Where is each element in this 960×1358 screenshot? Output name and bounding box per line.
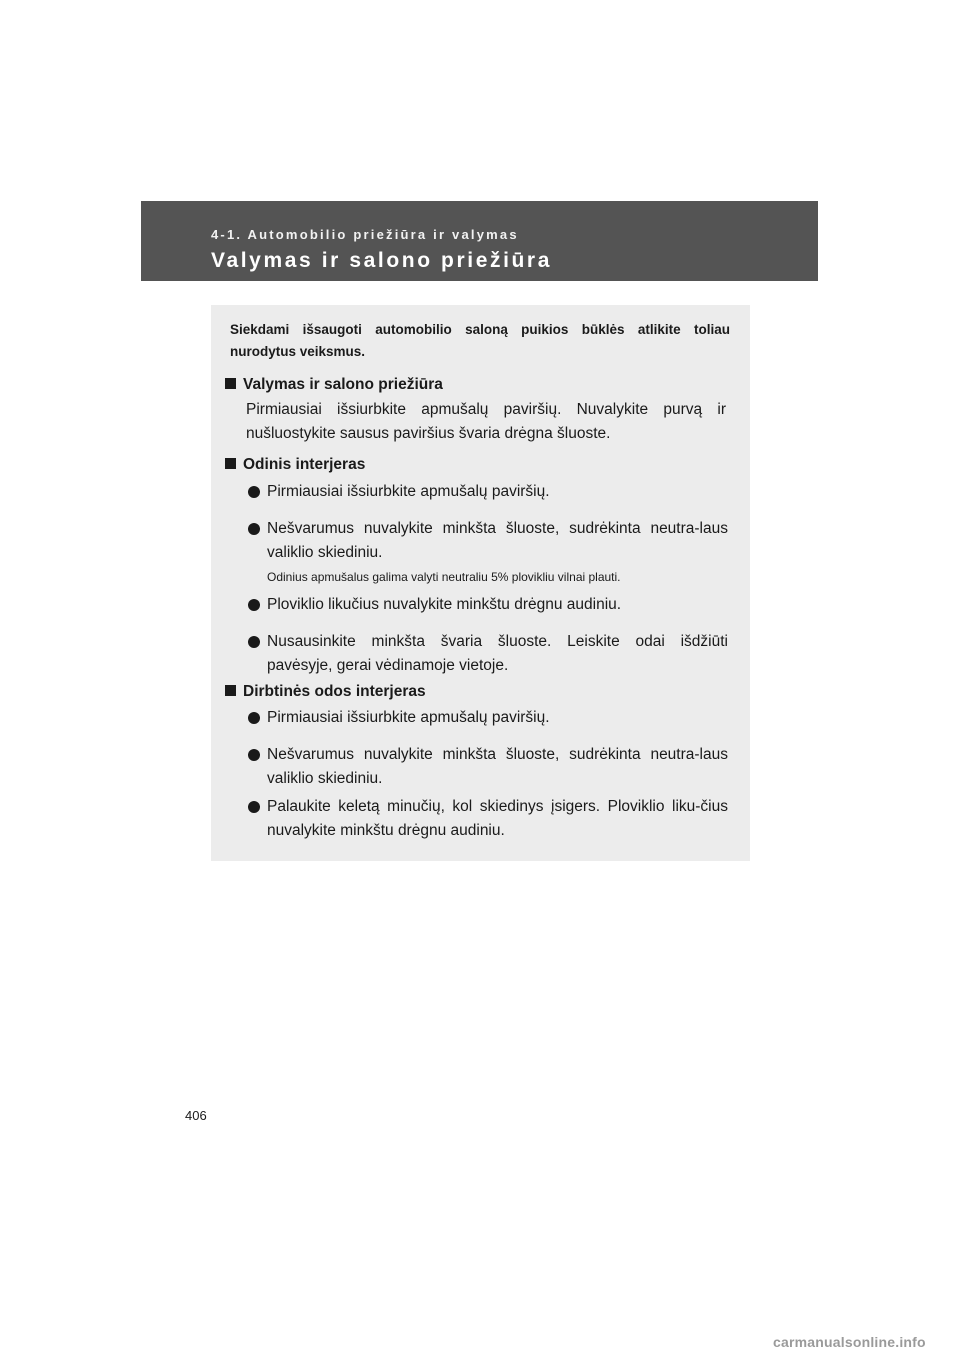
bullet-dot-icon (248, 523, 260, 535)
list-item-text: Nešvarumus nuvalykite minkšta šluoste, sudrėkinta neutra-laus valiklio skiediniu. (267, 746, 728, 787)
square-bullet-icon (225, 458, 236, 469)
section-heading-artificial-leather (225, 682, 426, 702)
list-item (246, 593, 728, 617)
list-item (246, 630, 728, 678)
square-bullet-icon (225, 378, 236, 389)
bullet-dot-icon (248, 712, 260, 724)
list-item-text: Palaukite keletą minučių, kol skiedinys įsigers. Ploviklio liku-čius nuvalykite minkštu drėgnu audiniu. (267, 798, 728, 839)
list-item-text: Pirmiausiai išsiurbkite apmušalų paviršių. (267, 483, 550, 500)
section-heading-text: Dirbtinės odos interjeras (243, 683, 426, 700)
section-label: 4-1. Automobilio priežiūra ir valymas (211, 227, 519, 242)
section-paragraph: Pirmiausiai išsiurbkite apmušalų paviršių. Nuvalykite purvą ir nušluostykite sausus paviršius švaria drėgna šluoste. (246, 401, 726, 442)
section-heading-cleaning (225, 375, 443, 395)
content-panel (211, 305, 750, 861)
list-item (246, 743, 728, 791)
section-heading-leather (225, 455, 365, 475)
bullet-dot-icon (248, 636, 260, 648)
list-item (246, 517, 728, 565)
list-item (246, 795, 728, 843)
page-number: 406 (185, 1108, 207, 1123)
section-heading-text: Valymas ir salono priežiūra (243, 376, 443, 393)
bullet-dot-icon (248, 599, 260, 611)
list-item-text: Ploviklio likučius nuvalykite minkštu drėgnu audiniu. (267, 596, 622, 613)
bullet-dot-icon (248, 749, 260, 761)
list-item-text: Nusausinkite minkšta švaria šluoste. Leiskite odai išdžiūti pavėsyje, gerai vėdinamoje vietoje. (267, 633, 728, 674)
page-title: Valymas ir salono priežiūra (211, 249, 552, 272)
section-header (141, 201, 818, 281)
bullet-dot-icon (248, 801, 260, 813)
bullet-dot-icon (248, 486, 260, 498)
list-item-text: Pirmiausiai išsiurbkite apmušalų paviršių. (267, 709, 550, 726)
list-item-text: Nešvarumus nuvalykite minkšta šluoste, sudrėkinta neutra-laus valiklio skiediniu. (267, 520, 728, 561)
list-item (246, 706, 728, 730)
section-heading-text: Odinis interjeras (243, 456, 366, 473)
watermark: carmanualsonline.info (773, 1334, 926, 1350)
intro-text: Siekdami išsaugoti automobilio saloną puikios būklės atlikite toliau nurodytus veiksmus. (230, 322, 730, 359)
list-item (246, 480, 728, 504)
note-text: Odinius apmušalus galima valyti neutraliu 5% plovikliu vilnai plauti. (267, 570, 621, 584)
square-bullet-icon (225, 685, 236, 696)
